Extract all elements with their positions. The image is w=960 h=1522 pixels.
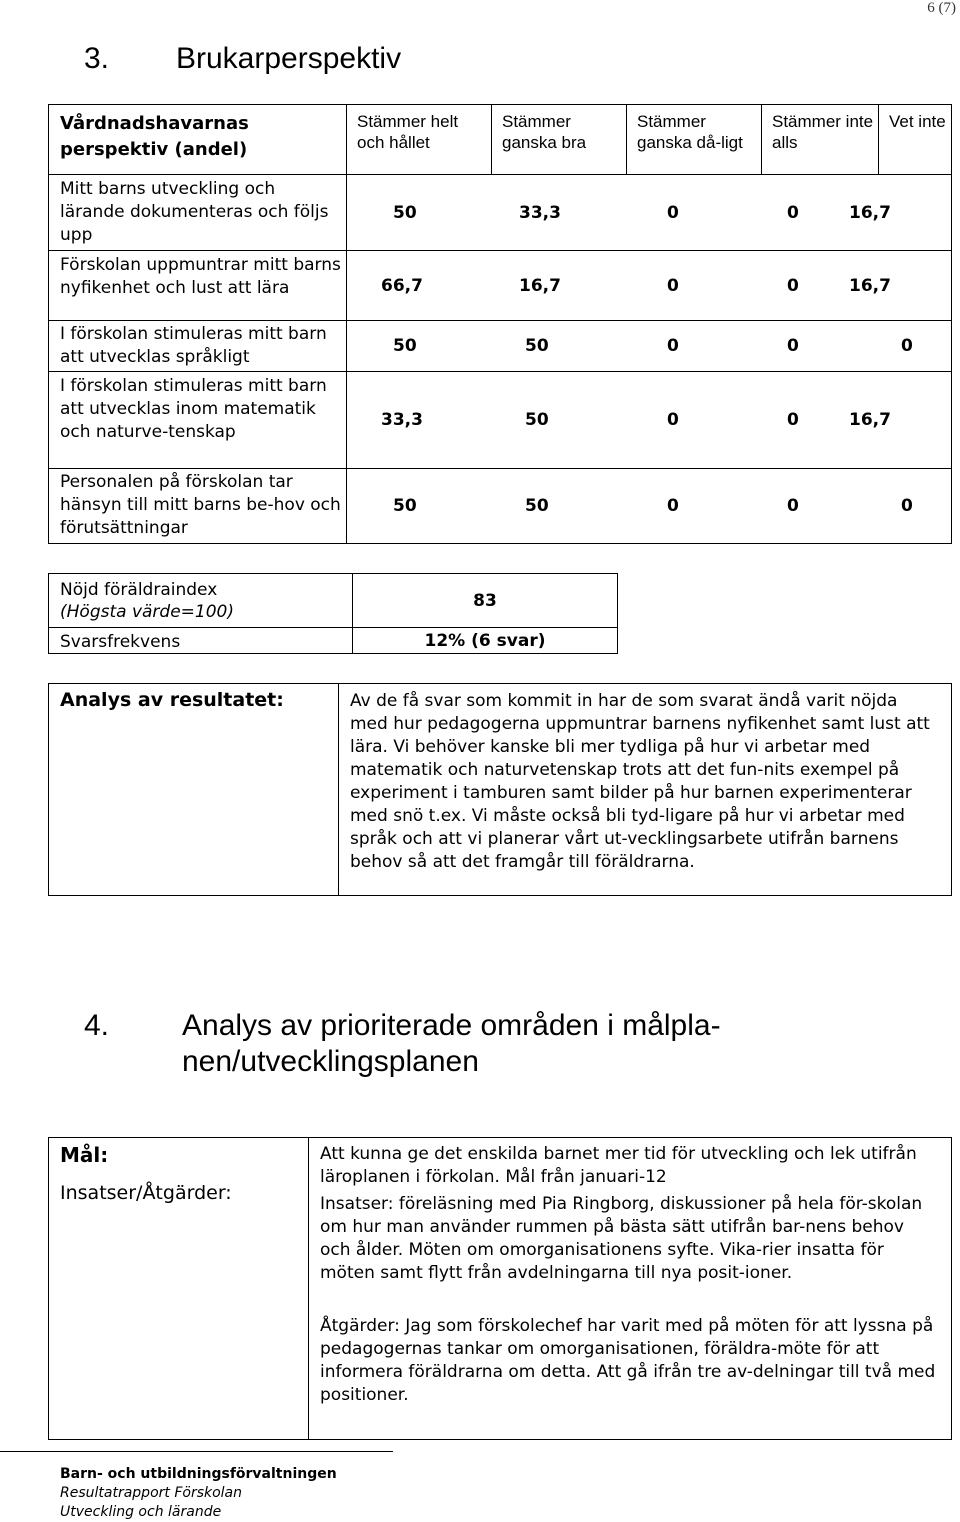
column-header: Stämmer ganska bra [492, 105, 627, 175]
analysis-table [48, 683, 952, 896]
goals-label-cell [49, 1138, 309, 1440]
value-daligt: 0 [667, 496, 679, 516]
actions-label: Insatser/Åtgärder: [60, 1182, 232, 1204]
section-number: 3. [84, 42, 110, 75]
page-number: 6 (7) [927, 0, 956, 16]
response-label: Svarsfrekvens [49, 628, 353, 654]
section-title-line2: nen/utvecklingsplanen [182, 1045, 479, 1078]
goal-text: Att kunna ge det enskilda barnet mer tid för utveckling och lek utifrån läroplanen i förkolan. Mål från januari-12 [320, 1144, 917, 1187]
goals-row [49, 1138, 952, 1440]
value-helt: 50 [393, 202, 417, 223]
question-cell: Personalen på förskolan tar hänsyn till mitt barns be-hov och förutsättningar [49, 469, 347, 544]
table-row [49, 321, 952, 372]
question-cell: I förskolan stimuleras mitt barn att utvecklas språkligt [49, 321, 347, 372]
table-row [49, 372, 952, 469]
goals-text-cell [309, 1138, 952, 1440]
value-vet-inte: 16,7 [849, 410, 891, 430]
value-helt: 66,7 [381, 275, 423, 296]
section-4-heading [84, 1008, 721, 1080]
column-header: Vet inte [879, 105, 952, 175]
footer [60, 1465, 337, 1522]
value-bra: 50 [525, 336, 549, 356]
column-header: Stämmer helt och hållet [347, 105, 492, 175]
column-header: Stämmer ganska då-ligt [627, 105, 762, 175]
value-vet-inte: 0 [901, 336, 913, 356]
values-cell [347, 469, 952, 544]
question-cell: Förskolan uppmuntrar mitt barns nyfikenhet och lust att lära [49, 251, 347, 321]
value-daligt: 0 [667, 336, 679, 356]
footer-org: Barn- och utbildningsförvaltningen [60, 1466, 337, 1482]
table-row [49, 175, 952, 251]
value-inte: 0 [787, 202, 799, 223]
analysis-label: Analys av resultatet: [49, 684, 339, 896]
atgarder-text: Åtgärder: Jag som förskolechef har varit med på möten för att lyssna på pedagogernas tankar om omorganisationen, föräldra-möte för att informera föräldrarna om detta. Att gå ifrån tre av-delningar till två med positioner. [320, 1316, 936, 1405]
values-cell [347, 175, 952, 251]
index-table [48, 573, 618, 654]
question-cell: Mitt barns utveckling och lärande dokumenteras och följs upp [49, 175, 347, 251]
values-cell [347, 251, 952, 321]
value-inte: 0 [787, 496, 799, 516]
value-vet-inte: 16,7 [849, 275, 891, 296]
value-daligt: 0 [667, 275, 679, 296]
section-3-heading [84, 42, 401, 76]
value-inte: 0 [787, 336, 799, 356]
value-daligt: 0 [667, 202, 679, 223]
index-label: Nöjd föräldraindex [60, 580, 218, 600]
value-bra: 50 [525, 496, 549, 516]
value-bra: 50 [525, 410, 549, 430]
value-vet-inte: 16,7 [849, 202, 891, 223]
values-cell [347, 372, 952, 469]
table-corner-cell: Vårdnadshavarnas perspektiv (andel) [49, 105, 347, 175]
value-helt: 50 [393, 496, 417, 516]
footer-divider [0, 1451, 393, 1452]
response-row [49, 628, 618, 654]
index-value: 83 [353, 574, 618, 628]
table-header-row [49, 105, 952, 175]
value-vet-inte: 0 [901, 496, 913, 516]
footer-report: Resultatrapport Förskolan [60, 1485, 243, 1501]
value-helt: 50 [393, 336, 417, 356]
table-row [49, 469, 952, 544]
section-title: Brukarperspektiv [176, 42, 402, 75]
value-daligt: 0 [667, 410, 679, 430]
survey-table [48, 104, 952, 544]
table-row [49, 251, 952, 321]
response-value: 12% (6 svar) [353, 628, 618, 654]
goal-label: Mål: [60, 1143, 109, 1167]
value-bra: 16,7 [519, 275, 561, 296]
question-cell: I förskolan stimuleras mitt barn att utvecklas inom matematik och naturve-tenskap [49, 372, 347, 469]
index-sublabel: (Högsta värde=100) [60, 602, 234, 622]
insatser-text: Insatser: föreläsning med Pia Ringborg, diskussioner på hela för-skolan om hur man använder rummen på bästa sätt utifrån bar-nens behov och ålder. Möten om omorganisationens syfte. Vika-rier insatta för möten samt flytt från avdelningarna till nya posit-ioner. [320, 1194, 923, 1283]
goals-table [48, 1137, 952, 1440]
section-number: 4. [84, 1009, 110, 1042]
values-cell [347, 321, 952, 372]
section-title-line1: Analys av prioriterade områden i målpla- [182, 1009, 721, 1042]
footer-section: Utveckling och lärande [60, 1504, 222, 1520]
column-header: Stämmer inte alls [762, 105, 879, 175]
analysis-row [49, 684, 952, 896]
index-row [49, 574, 618, 628]
value-helt: 33,3 [381, 410, 423, 430]
analysis-text: Av de få svar som kommit in har de som svarat ändå varit nöjda med hur pedagogerna uppmuntrar barnens nyfikenhet samt lust att lära. Vi behöver kanske bli mer tydliga på hur vi arbetar med matematik och naturvetenskap trots att det fun-nits exempel på experiment i tamburen samt bilder på hur barnen experimenterar med snö t.ex. Vi måste också bli tyd-ligare på hur vi arbetar med språk och att vi planerar vårt ut-vecklingsarbete utifrån barnens behov så att det framgår till föräldrarna. [339, 684, 952, 896]
value-inte: 0 [787, 275, 799, 296]
value-bra: 33,3 [519, 202, 561, 223]
value-inte: 0 [787, 410, 799, 430]
index-label-cell [49, 574, 353, 628]
